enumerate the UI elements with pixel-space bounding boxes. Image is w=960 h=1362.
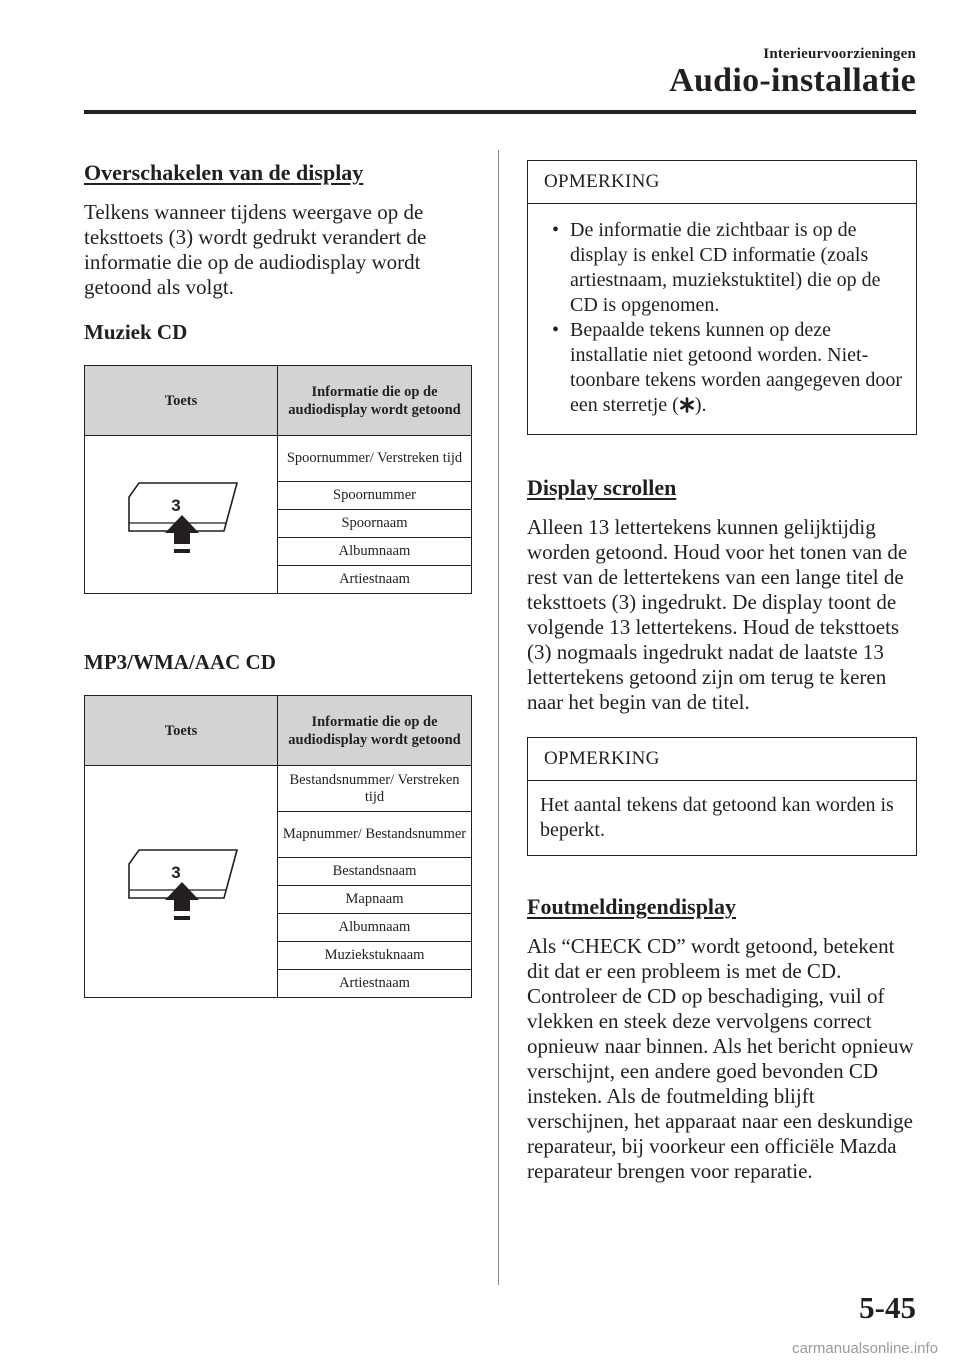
table-row: Bestandsnummer/ Verstreken tijd xyxy=(278,766,472,812)
note-item-text-end: ). xyxy=(694,394,707,416)
bullet: • xyxy=(552,319,560,341)
note-title: OPMERKING xyxy=(528,738,916,781)
page-number: 5-45 xyxy=(859,1290,916,1325)
key-label: 3 xyxy=(171,496,181,515)
key-label: 3 xyxy=(171,863,181,882)
table-row: Mapnaam xyxy=(278,886,472,914)
key-illustration-cell xyxy=(85,766,278,998)
note-body xyxy=(528,204,916,434)
table-row: Albumnaam xyxy=(278,914,472,942)
table-row: Spoornaam xyxy=(278,510,472,538)
note-item-text: De informatie die zichtbaar is op de display is enkel CD informatie (zoals artiestnaam, muziekstuktitel) die op de CD is opgenomen. xyxy=(570,219,881,316)
table-row: Bestandsnaam xyxy=(278,858,472,886)
table-row: Spoornummer/ Verstreken tijd xyxy=(278,436,472,482)
section-heading-error-display: Foutmeldingendisplay xyxy=(527,894,737,919)
mp3-cd-title: MP3/WMA/AAC CD xyxy=(84,650,276,674)
table-row: Muziekstuknaam xyxy=(278,942,472,970)
table-row: Albumnaam xyxy=(278,538,472,566)
left-column xyxy=(84,160,472,998)
section-heading-display-scroll: Display scrollen xyxy=(527,475,677,500)
note-title: OPMERKING xyxy=(528,161,916,204)
table-header-key: Toets xyxy=(85,696,278,766)
section-body-error-display: Als “CHECK CD” wordt getoond, betekent dit dat er een probleem is met de CD. Controleer de CD op beschadiging, vuil of vlekken en steek deze vervolgens correct opnieuw naar binnen. Als het bericht opnieuw verschijnt, een andere goed bevonden CD insteken. Als de foutmelding blijft verschijnen, het apparaat naar een deskundige reparateur, bij voorkeur een officiële Mazda reparateur brengen voor reparatie. xyxy=(527,934,914,1183)
music-cd-table xyxy=(84,365,472,594)
note-item-text: Bepaalde tekens kunnen op deze installatie niet getoond worden. Niet-toonbare tekens worden aangegeven door een sterretje ( xyxy=(570,319,903,416)
column-divider xyxy=(498,150,499,1285)
asterisk-icon xyxy=(679,397,695,413)
right-column xyxy=(527,160,917,1184)
section-heading-display-switch: Overschakelen van de display xyxy=(84,160,364,185)
section-body-display-switch: Telkens wanneer tijdens weergave op de teksttoets (3) wordt gedrukt verandert de informatie die op de audiodisplay wordt getoond als volgt. xyxy=(84,200,427,299)
table-header-info: Informatie die op de audiodisplay wordt getoond xyxy=(278,696,472,766)
list-item xyxy=(540,218,904,318)
text-button-press-icon xyxy=(85,437,278,587)
mp3-cd-table xyxy=(84,695,472,998)
list-item xyxy=(540,318,904,418)
table-row: Artiestnaam xyxy=(278,970,472,998)
table-row: Mapnummer/ Bestandsnummer xyxy=(278,812,472,858)
key-illustration-cell xyxy=(85,436,278,594)
music-cd-title: Muziek CD xyxy=(84,320,188,344)
table-row: Artiestnaam xyxy=(278,566,472,594)
table-header-key: Toets xyxy=(85,366,278,436)
note-box-char-limit xyxy=(527,737,917,856)
page-title: Audio-installatie xyxy=(669,62,916,99)
watermark: carmanualsonline.info xyxy=(792,1340,938,1357)
note-box-display-info xyxy=(527,160,917,435)
section-body-display-scroll: Alleen 13 lettertekens kunnen gelijktijdig worden getoond. Houd voor het tonen van de rest van de lettertekens van een lange titel de teksttoets (3) ingedrukt. De display toont de volgende 13 lettertekens. Houd de teksttoets (3) nogmaals ingedrukt nadat de laatste 13 lettertekens getoond zijn om terug te keren naar het begin van de titel. xyxy=(527,515,908,714)
header-rule xyxy=(84,110,916,114)
note-body: Het aantal tekens dat getoond kan worden is beperkt. xyxy=(540,794,894,841)
chapter-label: Interieurvoorzieningen xyxy=(763,46,916,62)
table-header-info: Informatie die op de audiodisplay wordt getoond xyxy=(278,366,472,436)
table-row: Spoornummer xyxy=(278,482,472,510)
bullet: • xyxy=(552,219,560,241)
text-button-press-icon xyxy=(85,804,278,954)
